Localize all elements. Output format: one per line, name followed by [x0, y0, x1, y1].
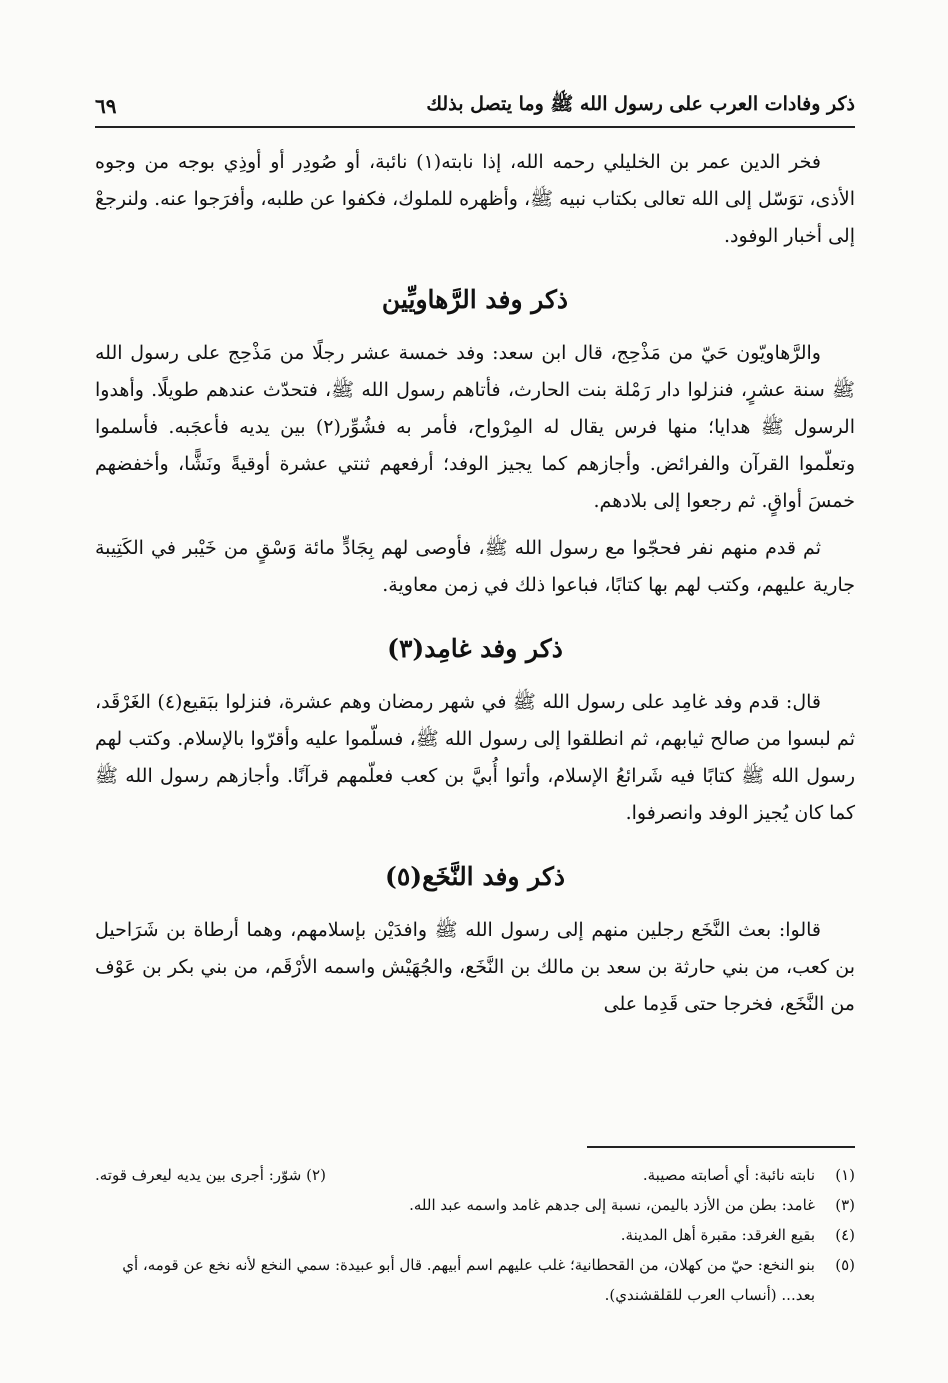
- paragraph: قالوا: بعث النَّخَع رجلين منهم إلى رسول الله ﷺ وافدَيْن بإسلامهم، وهما أرطاة بن شَرَاحيل بن كعب، من بني حارثة بن سعد بن مالك بن النَّخَع، والجُهَيْش واسمه الأرْقَم، من بني بكر بن عَوْف من النَّخَع، فخرجا حتى قَدِما على: [95, 919, 855, 1015]
- footnote-text: بنو النخع: حيّ من كهلان، من القحطانية؛ غلب عليهم اسم أبيهم. قال أبو عبيدة: سمي النخع لأنه نخع عن قومه، أي بعد... (أنساب العرب للقلقشندي).: [122, 1256, 815, 1304]
- footnote-number: (٤): [835, 1226, 855, 1244]
- paragraph: والرَّهاويّون حَيّ من مَذْحِج، قال ابن سعد: وفد خمسة عشر رجلًا من مَذْحِج على رسول الله ﷺ سنة عشرٍ، فنزلوا دار رَمْلة بنت الحارث، فأتاهم رسول الله ﷺ، فتحدّث عندهم طويلًا. وأهدوا الرسول ﷺ هدايا؛ منها فرس يقال له المِرْواح، فأمر به فشُوِّر(٢) بين يديه فأعجَبه. فأسلموا وتعلّموا القرآن والفرائض. وأجازهم كما يجيز الوفد؛ أرفعهم ثنتي عشرة أوقيةً ونَشًّا، وأخفضهم خمسَ أواقٍ. ثم رجعوا إلى بلادهم.: [95, 342, 856, 512]
- section-heading-rahawiyyin: ذكر وفد الرَّهاويِّين: [381, 285, 569, 314]
- section-heading-ghamid: ذكر وفد غامِد(٣): [387, 634, 563, 663]
- footnote-rule: [587, 1146, 855, 1148]
- footnote-text: نابته نائبة: أي أصابته مصيبة.: [642, 1166, 815, 1184]
- footnote-text: شوّر: أجرى بين يديه ليعرف قوته.: [95, 1166, 302, 1184]
- footnote-row: [95, 1190, 855, 1220]
- running-header: [95, 86, 855, 128]
- footnote-number: (٥): [835, 1256, 855, 1274]
- footnote-row: [95, 1250, 855, 1310]
- footnote-text: غامد: بطن من الأزد باليمن، نسبة إلى جدهم غامد واسمه عبد الله.: [409, 1196, 815, 1214]
- intro-paragraph: فخر الدين عمر بن الخليلي رحمه الله، إذا نابته(١) نائبة، أو صُودِر أو أوذِي بوجه من وجوه الأذى، توَسّل إلى الله تعالى بكتاب نبيه ﷺ، وأظهره للملوك، فكفوا عن طلبه، وأفرَجوا عنه. ولنرجعْ إلى أخبار الوفود.: [95, 151, 855, 247]
- main-text: [95, 144, 855, 1023]
- paragraph: قال: قدم وفد غامِد على رسول الله ﷺ في شهر رمضان وهم عشرة، فنزلوا ببَقيع(٤) الغَرْقَد، ثم لبسوا من صالح ثيابهم، ثم انطلقوا إلى رسول الله ﷺ، فسلّموا عليه وأقرّوا بالإسلام. وكتب لهم رسول الله ﷺ كتابًا فيه شَرائعُ الإسلام، وأتوا أُبيَّ بن كعب فعلّمهم قرآنًا. وأجازهم رسول الله ﷺ كما كان يُجيز الوفد وانصرفوا.: [95, 691, 855, 824]
- section-heading-nakha: ذكر وفد النَّخَع(٥): [384, 862, 566, 891]
- footnote-number: (٣): [835, 1196, 855, 1214]
- footnote-number: (٢): [306, 1166, 326, 1184]
- paragraph: ثم قدم منهم نفر فحجّوا مع رسول الله ﷺ، فأوصى لهم بِجَادٍّ مائة وَسْقٍ من خَيْبر في الكَتِيبة جارية عليهم، وكتب لهم بها كتابًا، فباعوا ذلك في زمن معاوية.: [95, 537, 855, 596]
- footnote-row: [95, 1160, 855, 1190]
- footnotes: [95, 1146, 855, 1310]
- page-number: ٦٩: [95, 94, 117, 118]
- footnote-number: (١): [835, 1166, 855, 1184]
- footnote-text: بقيع الغرقد: مقبرة أهل المدينة.: [620, 1226, 815, 1244]
- book-page: [95, 86, 855, 1346]
- running-title: ذكر وفادات العرب على رسول الله ﷺ وما يتصل بذلك: [426, 93, 855, 115]
- footnote-row: [95, 1220, 855, 1250]
